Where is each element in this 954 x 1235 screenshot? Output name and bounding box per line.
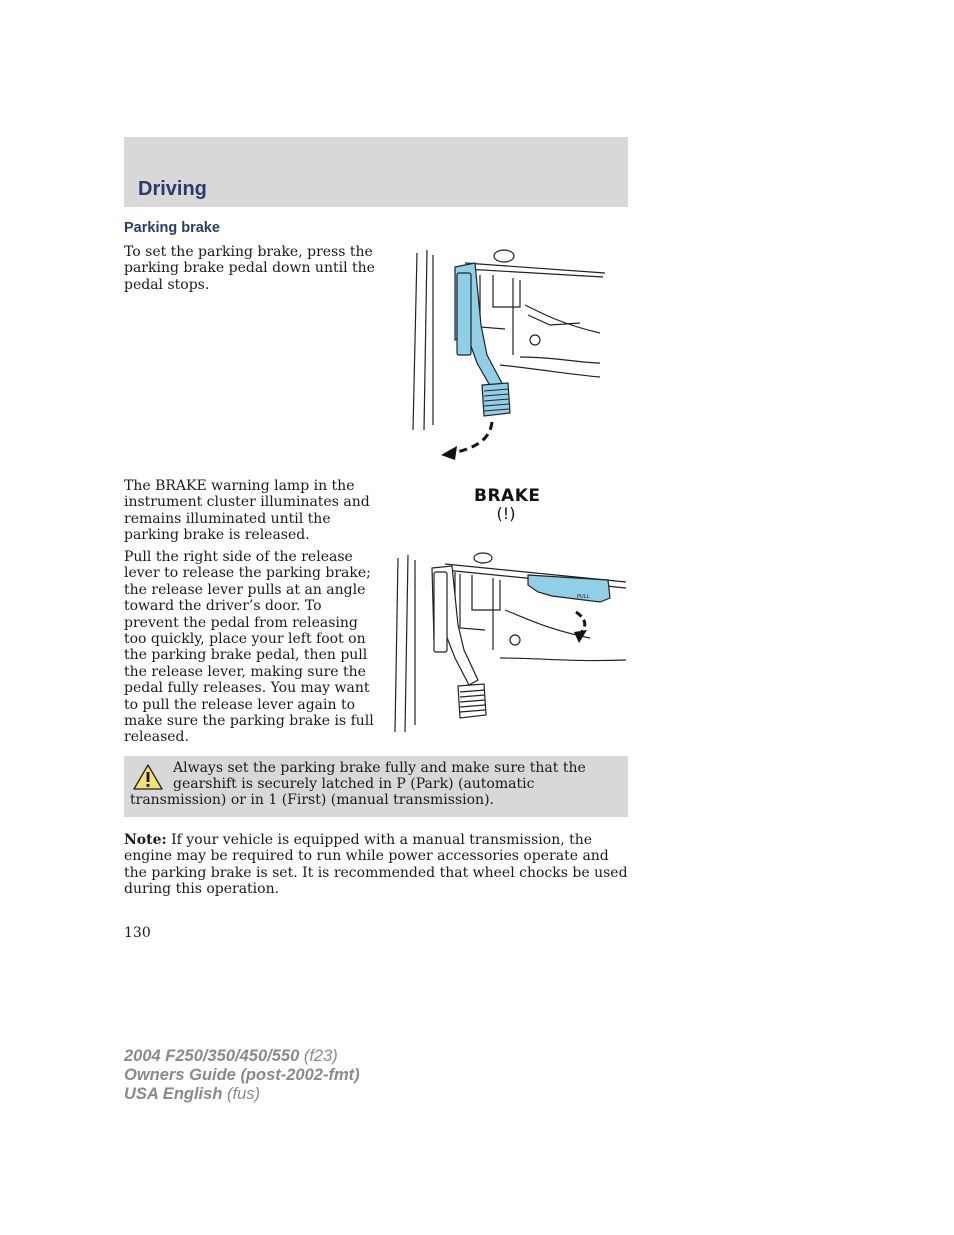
footer-language-code: (fus) xyxy=(222,1085,260,1103)
section-title: Driving xyxy=(138,178,207,200)
note-label: Note: xyxy=(124,832,167,848)
note-text: If your vehicle is equipped with a manual transmission, the engine may be required to run while power accessories operate and the parking brake is set. It is recommended that wheel chocks be used during this operation. xyxy=(124,832,628,898)
brake-lamp-symbol: (!) xyxy=(496,504,516,523)
brake-lamp-label: BRAKE xyxy=(474,486,541,506)
parking-brake-pedal-illustration xyxy=(405,245,610,465)
warning-lamp-paragraph: The BRAKE warning lamp in the instrument cluster illuminates and remains illuminated until the parking brake is released. xyxy=(124,478,370,544)
set-brake-paragraph: To set the parking brake, press the parking brake pedal down until the pedal stops. xyxy=(124,244,375,293)
footer-language: USA English xyxy=(124,1085,223,1103)
footer-model-code: (f23) xyxy=(299,1047,338,1065)
page-number: 130 xyxy=(124,925,151,941)
footer-guide: Owners Guide (post-2002-fmt) xyxy=(124,1066,360,1084)
warning-text: Always set the parking brake fully and make sure that the gearshift is securely latched in P (Park) (automatic transmission) or in 1 (First) (manual transmission). xyxy=(130,760,586,808)
section-header-band xyxy=(124,137,628,207)
warning-box xyxy=(124,756,628,817)
document-footer xyxy=(124,1047,360,1104)
note-paragraph xyxy=(124,832,628,898)
release-paragraph: Pull the right side of the release lever to release the parking brake; the release lever pulls at an angle toward the driver’s door. To prevent the pedal from releasing too quickly, place your left foot on the parking brake pedal, then pull the release lever, making sure the pedal fully releases. You may want to pull the release lever again to make sure the parking brake is full released. xyxy=(124,549,374,746)
subsection-heading: Parking brake xyxy=(124,220,220,236)
brake-warning-icon xyxy=(474,486,541,523)
release-lever-illustration xyxy=(390,550,630,735)
footer-model: 2004 F250/350/450/550 xyxy=(124,1047,300,1065)
release-handle-label: PULL xyxy=(577,594,590,600)
